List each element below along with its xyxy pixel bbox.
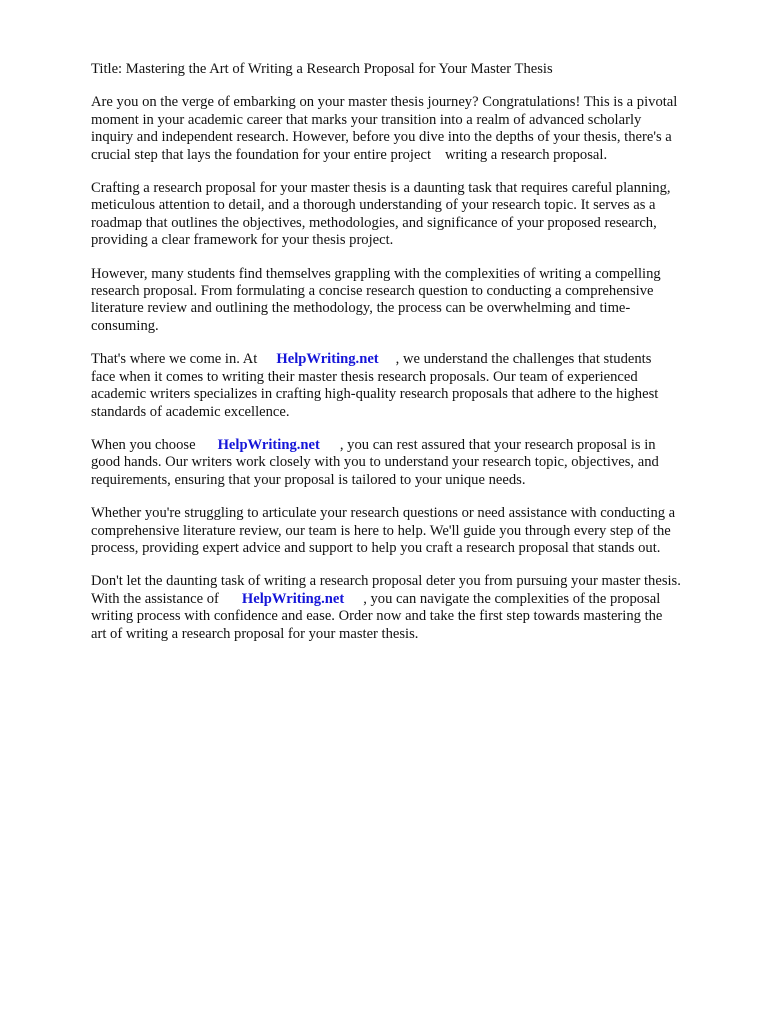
- paragraph-line: providing a clear framework for your thesis project.: [91, 232, 394, 249]
- paragraph-whether: [91, 505, 721, 557]
- paragraph-line: [91, 147, 721, 164]
- paragraph-line: inquiry and independent research. However, before you dive into the depths of your thesis, there's a: [91, 129, 672, 146]
- paragraph-line: literature review and outlining the methodology, the process can be overwhelming and time-: [91, 300, 631, 317]
- paragraph-line: standards of academic excellence.: [91, 403, 290, 420]
- paragraph-text: writing a research proposal.: [445, 146, 608, 163]
- paragraph-line: Don't let the daunting task of writing a research proposal deter you from pursuing your master thesis.: [91, 573, 681, 590]
- paragraph-line: [91, 437, 721, 454]
- paragraph-text: When you choose: [91, 436, 196, 453]
- paragraph-line: consuming.: [91, 317, 159, 334]
- paragraph-line: Whether you're struggling to articulate your research questions or need assistance with conducting a: [91, 505, 676, 522]
- paragraph-line: Crafting a research proposal for your master thesis is a daunting task that requires careful planning,: [91, 180, 671, 197]
- paragraph-text: That's where we come in. At: [91, 351, 258, 368]
- paragraph-text: crucial step that lays the foundation for your entire project: [91, 146, 431, 163]
- paragraph-intro: [91, 94, 721, 164]
- helpwriting-link[interactable]: HelpWriting.net: [217, 436, 320, 453]
- paragraph-where-we-come-in: [91, 351, 721, 421]
- paragraph-text: , we understand the challenges that students: [395, 351, 652, 368]
- paragraph-line: face when it comes to writing their master thesis research proposals. Our team of experienced: [91, 368, 638, 385]
- document-title: Title: Mastering the Art of Writing a Research Proposal for Your Master Thesis: [91, 61, 553, 77]
- paragraph-line: roadmap that outlines the objectives, methodologies, and significance of your proposed research,: [91, 214, 657, 231]
- paragraph-crafting: [91, 180, 721, 250]
- paragraph-line: meticulous attention to detail, and a thorough understanding of your research topic. It serves as a: [91, 197, 656, 214]
- paragraph-text: , you can navigate the complexities of the proposal: [363, 590, 661, 607]
- paragraph-line: comprehensive literature review, our team is here to help. We'll guide you through every step of the: [91, 522, 671, 539]
- paragraph-text: With the assistance of: [91, 590, 219, 607]
- paragraph-line: good hands. Our writers work closely with you to understand your research topic, objectives, and: [91, 454, 659, 471]
- paragraph-line: process, providing expert advice and support to help you craft a research proposal that stands out.: [91, 539, 661, 556]
- paragraph-line: [91, 591, 721, 608]
- paragraph-when-you-choose: [91, 437, 721, 489]
- paragraph-text: , you can rest assured that your research proposal is in: [339, 436, 656, 453]
- paragraph-line: moment in your academic career that marks your transition into a realm of advanced scholarly: [91, 111, 642, 128]
- paragraph-closing: [91, 573, 721, 643]
- paragraph-line: requirements, ensuring that your proposal is tailored to your unique needs.: [91, 471, 526, 488]
- document-page: [91, 61, 721, 659]
- paragraph-line: However, many students find themselves grappling with the complexities of writing a compelling: [91, 265, 661, 282]
- paragraph-line: art of writing a research proposal for your master thesis.: [91, 625, 419, 642]
- helpwriting-link[interactable]: HelpWriting.net: [276, 351, 379, 368]
- paragraph-line: writing process with confidence and ease. Order now and take the first step towards mastering the: [91, 608, 663, 625]
- paragraph-challenges: [91, 266, 721, 336]
- paragraph-line: academic writers specializes in crafting high-quality research proposals that adhere to the highest: [91, 386, 659, 403]
- helpwriting-link[interactable]: HelpWriting.net: [241, 590, 345, 607]
- paragraph-line: [91, 351, 721, 368]
- paragraph-line: research proposal. From formulating a concise research question to conducting a comprehensive: [91, 283, 654, 300]
- paragraph-line: Are you on the verge of embarking on your master thesis journey? Congratulations! This is a pivotal: [91, 94, 678, 111]
